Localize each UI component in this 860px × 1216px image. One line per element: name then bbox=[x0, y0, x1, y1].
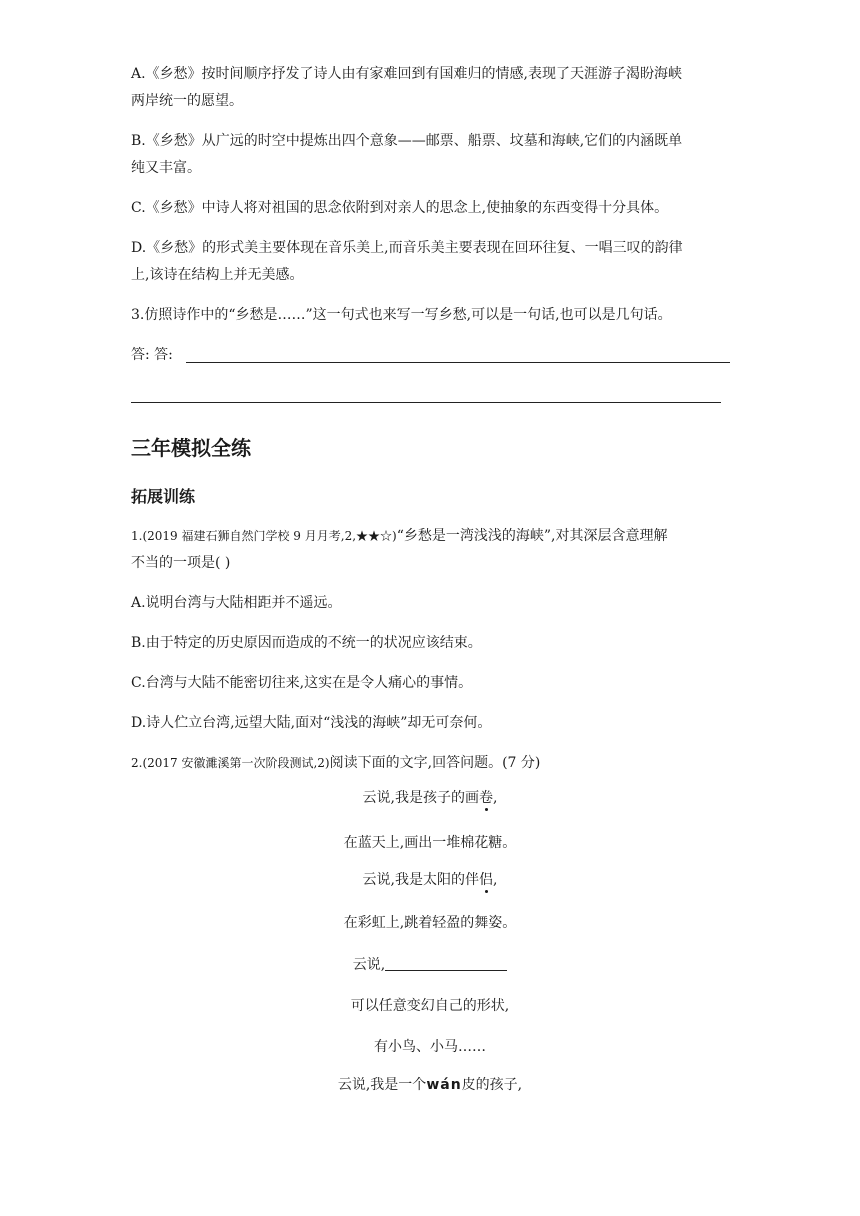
poem-line-3-punct: , bbox=[493, 872, 498, 888]
answer-line-2[interactable] bbox=[131, 402, 721, 403]
poem-line-8-end: 皮的孩子, bbox=[461, 1077, 523, 1093]
option-c-line: C.《乡愁》中诗人将对祖国的思念依附到对亲人的思念上,使抽象的东西变得十分具体。 bbox=[131, 200, 669, 216]
poem-line-3-text: 云说,我是太阳的伴 bbox=[362, 872, 479, 888]
question-3: 3.仿照诗作中的“乡愁是……”这一句式也来写一写乡愁,可以是一句话,也可以是几句话。 bbox=[131, 307, 672, 323]
option-a-line-2: 两岸统一的愿望。 bbox=[131, 93, 243, 109]
question-1-line-1 bbox=[131, 526, 667, 546]
emphasis-dot-char: 侣 bbox=[479, 872, 493, 888]
question-1-option-a: A.说明台湾与大陆相距并不遥远。 bbox=[131, 595, 342, 611]
option-d-line-2: 上,该诗在结构上并无美感。 bbox=[131, 267, 304, 283]
poem-line-8-text: 云说,我是一个 bbox=[337, 1077, 427, 1093]
question-1-stem-2: 不当的一项是( ) bbox=[131, 555, 231, 571]
poem-line-1-punct: , bbox=[493, 790, 498, 806]
poem-line-1-text: 云说,我是孩子的画 bbox=[362, 790, 479, 806]
question-1-option-d: D.诗人伫立台湾,远望大陆,面对“浅浅的海峡”却无可奈何。 bbox=[131, 715, 492, 731]
subsection-title: 拓展训练 bbox=[131, 487, 196, 506]
poem-line-6: 可以任意变幻自己的形状, bbox=[350, 998, 510, 1014]
question-1-stem-1: “乡愁是一湾浅浅的海峡”,对其深层含意理解 bbox=[396, 528, 668, 544]
poem-line-3 bbox=[0, 870, 860, 890]
poem-line-1 bbox=[0, 788, 860, 808]
question-2-line bbox=[131, 753, 540, 773]
question-1-meta: 1.(2019 福建石狮自然门学校 9 月月考,2,★★☆) bbox=[131, 529, 397, 543]
poem-line-5-text: 云说, bbox=[352, 957, 386, 973]
pinyin-word: wán bbox=[426, 1077, 462, 1093]
question-1-option-c: C.台湾与大陆不能密切往来,这实在是令人痛心的事情。 bbox=[131, 675, 473, 691]
poem-line-4: 在彩虹上,跳着轻盈的舞姿。 bbox=[343, 915, 517, 931]
question-2-meta: 2.(2017 安徽濉溪第一次阶段测试,2) bbox=[131, 756, 330, 770]
question-2-stem: 阅读下面的文字,回答问题。(7 分) bbox=[329, 755, 541, 771]
fill-in-blank[interactable] bbox=[385, 956, 507, 971]
question-1-option-b: B.由于特定的历史原因而造成的不统一的状况应该结束。 bbox=[131, 635, 482, 651]
poem-line-8 bbox=[0, 1075, 860, 1095]
option-d-line-1: D.《乡愁》的形式美主要体现在音乐美上,而音乐美主要表现在回环往复、一唱三叹的韵律 bbox=[131, 240, 683, 256]
section-title: 三年模拟全练 bbox=[131, 436, 251, 460]
poem-line-7: 有小鸟、小马…… bbox=[374, 1039, 486, 1055]
option-a-line-1: A.《乡愁》按时间顺序抒发了诗人由有家难回到有国难归的情感,表现了天涯游子渴盼海峡 bbox=[131, 66, 683, 82]
option-b-line-1: B.《乡愁》从广远的时空中提炼出四个意象——邮票、船票、坟墓和海峡,它们的内涵既单 bbox=[131, 133, 683, 149]
poem-line-2: 在蓝天上,画出一堆棉花糖。 bbox=[343, 835, 517, 851]
emphasis-dot-char: 卷 bbox=[479, 790, 493, 806]
answer-line-1[interactable] bbox=[186, 362, 730, 363]
answer-label: 答: 答: bbox=[131, 347, 173, 363]
poem-line-5 bbox=[0, 955, 860, 975]
option-b-line-2: 纯又丰富。 bbox=[131, 160, 201, 176]
